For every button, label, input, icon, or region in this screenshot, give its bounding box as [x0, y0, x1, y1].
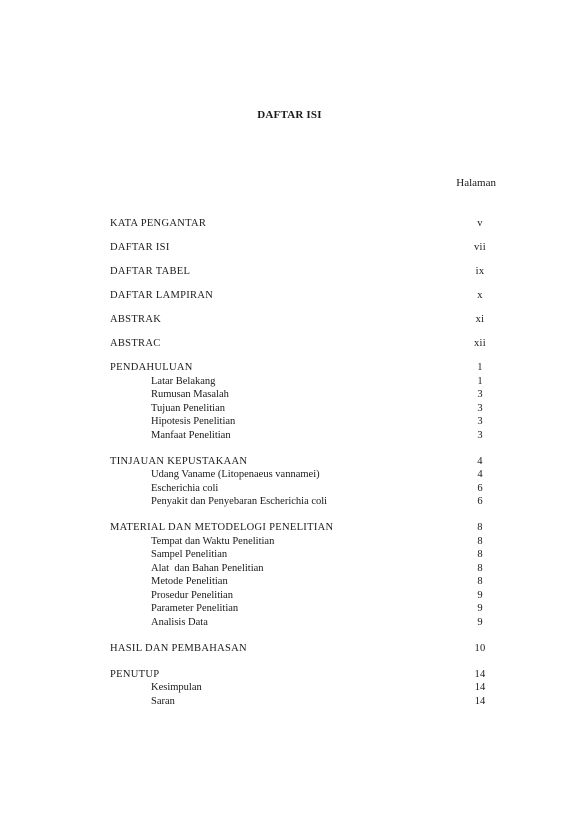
toc-section	[110, 495, 495, 509]
toc-chapter-page: 14	[474, 668, 486, 680]
toc-section-label: Tujuan Penelitian	[151, 402, 225, 414]
toc-section-label: Sampel Penelitian	[151, 549, 228, 560]
toc-section-page: 3	[477, 402, 483, 414]
toc-section-label: Manfaat Penelitian	[151, 429, 231, 441]
toc-section-page: 14	[474, 682, 486, 693]
toc-section-label: Hipotesis Penelitian	[151, 416, 236, 427]
toc-section-page: 8	[477, 576, 483, 587]
toc-section-page: 9	[477, 603, 483, 614]
toc-section-page: 3	[477, 416, 483, 427]
toc-section-page: 8	[477, 535, 483, 547]
toc-section-page: 6	[477, 482, 483, 494]
toc-entry	[110, 217, 495, 231]
toc-entry-label: ABSTRAC	[110, 338, 161, 349]
toc-entry	[110, 289, 495, 303]
toc-section-label: Saran	[151, 695, 175, 707]
toc-entry-page: v	[477, 218, 483, 229]
toc-section	[110, 548, 495, 562]
toc-chapter-label: PENUTUP	[110, 668, 160, 680]
toc-section-label: Tempat dan Waktu Penelitian	[151, 535, 275, 547]
toc-chapter-label: MATERIAL DAN METODELOGI PENELITIAN	[110, 522, 334, 533]
table-of-contents	[110, 217, 495, 708]
toc-entry	[110, 337, 495, 351]
toc-section	[110, 695, 495, 709]
toc-section	[110, 388, 495, 402]
toc-section-page: 9	[477, 616, 483, 628]
toc-section-page: 8	[477, 549, 483, 560]
toc-section	[110, 616, 495, 630]
toc-section-label: Prosedur Penelitian	[151, 589, 233, 601]
toc-section-page: 8	[477, 562, 483, 574]
toc-section	[110, 535, 495, 549]
toc-entry-page: xii	[474, 338, 486, 349]
toc-section-label: Udang Vaname (Litopenaeus vannamei)	[151, 469, 320, 480]
toc-entry-label: DAFTAR TABEL	[110, 266, 191, 277]
toc-section-label: Analisis Data	[151, 616, 208, 628]
toc-section	[110, 375, 495, 389]
toc-chapter	[110, 668, 495, 682]
toc-section	[110, 602, 495, 616]
toc-section-label: Penyakit dan Penyebaran Escherichia coli	[151, 496, 328, 507]
toc-entry-page: x	[477, 290, 483, 301]
toc-entry	[110, 265, 495, 279]
toc-section	[110, 482, 495, 496]
toc-section-page: 1	[477, 375, 483, 387]
toc-section	[110, 429, 495, 443]
toc-section	[110, 681, 495, 695]
toc-chapter-label: PENDAHULUAN	[110, 362, 193, 373]
toc-chapter-label: HASIL DAN PEMBAHASAN	[110, 642, 247, 654]
toc-chapter	[110, 642, 495, 656]
toc-section-page: 3	[477, 429, 483, 441]
toc-entry-label: KATA PENGANTAR	[110, 218, 207, 229]
toc-chapter-page: 4	[477, 455, 483, 467]
page-column-header: Halaman	[456, 177, 496, 189]
toc-section-page: 9	[477, 589, 483, 601]
toc-chapter-page: 1	[477, 362, 483, 373]
toc-entry-label: DAFTAR ISI	[110, 242, 170, 253]
toc-section-label: Latar Belakang	[151, 375, 216, 387]
toc-section	[110, 575, 495, 589]
toc-section-label: Alat dan Bahan Penelitian	[151, 562, 264, 574]
toc-entry-page: vii	[474, 242, 486, 253]
page-title: DAFTAR ISI	[257, 109, 322, 121]
toc-section	[110, 562, 495, 576]
toc-section-label: Kesimpulan	[151, 682, 202, 693]
toc-section-page: 14	[474, 695, 486, 707]
toc-entry-label: DAFTAR LAMPIRAN	[110, 290, 214, 301]
toc-entry-page: ix	[475, 266, 485, 277]
toc-entry	[110, 241, 495, 255]
toc-chapter	[110, 455, 495, 469]
toc-chapter-label: TINJAUAN KEPUSTAKAAN	[110, 455, 248, 467]
toc-chapter	[110, 361, 495, 375]
toc-entry-label: ABSTRAK	[110, 314, 162, 325]
toc-section-page: 6	[477, 496, 483, 507]
toc-entry-page: xi	[475, 314, 485, 325]
toc-section	[110, 589, 495, 603]
toc-section-label: Escherichia coli	[151, 482, 219, 494]
toc-chapter	[110, 521, 495, 535]
toc-section-page: 4	[477, 469, 483, 480]
toc-section	[110, 468, 495, 482]
toc-chapter-page: 10	[474, 642, 486, 654]
toc-section	[110, 415, 495, 429]
toc-section	[110, 402, 495, 416]
toc-section-label: Parameter Penelitian	[151, 603, 239, 614]
toc-section-page: 3	[477, 389, 483, 400]
toc-entry	[110, 313, 495, 327]
toc-chapter-page: 8	[477, 522, 483, 533]
toc-section-label: Metode Penelitian	[151, 576, 228, 587]
toc-section-label: Rumusan Masalah	[151, 389, 229, 400]
